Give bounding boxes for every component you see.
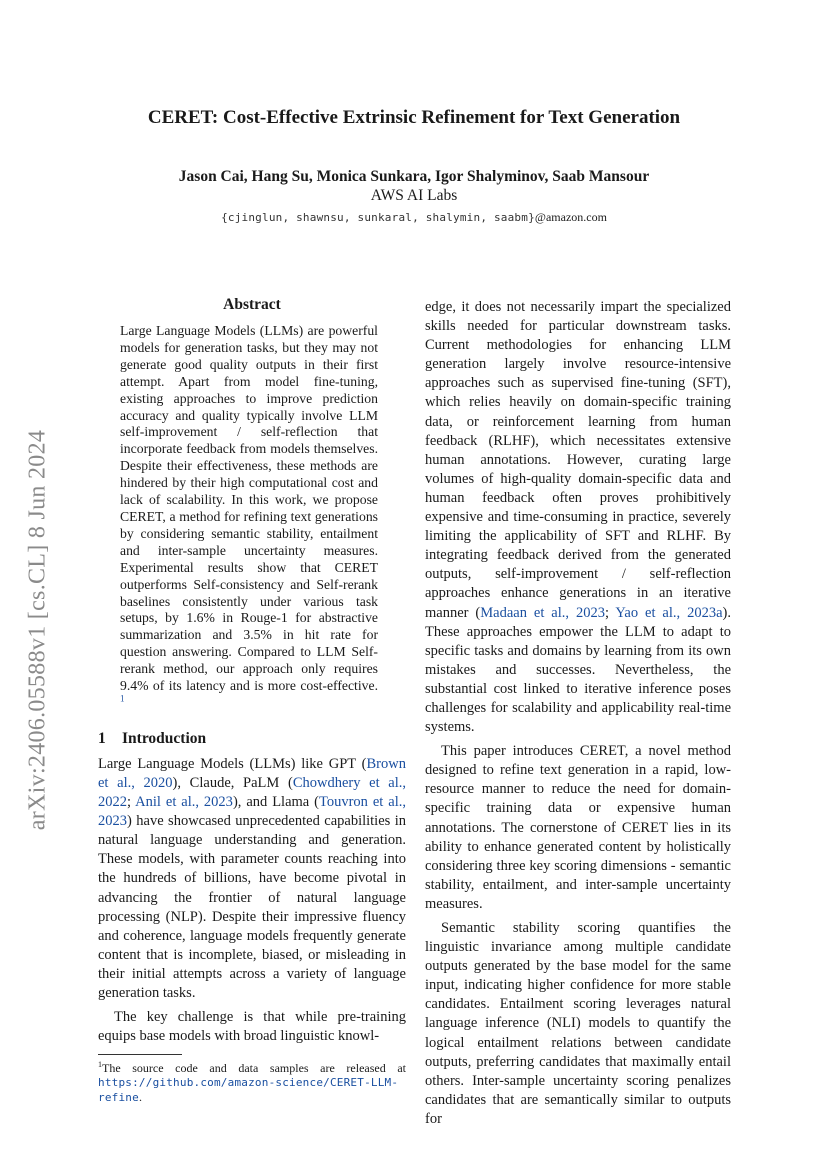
- citation-anil[interactable]: Anil et al., 2023: [135, 794, 233, 811]
- arxiv-identifier-stamp: [8, 300, 68, 960]
- affiliation: AWS AI Labs: [370, 187, 458, 204]
- footnote-1: [98, 1061, 406, 1105]
- right-column: [425, 298, 731, 1129]
- section-number: 1: [98, 729, 106, 747]
- abstract-text: Large Language Models (LLMs) are powerful models for generation tasks, but they may not generate good quality outputs in their first attempt. Apart from model fine-tuning, existing approaches to improve prediction accuracy and quality typically involve LLM self-improvement / self-reflection that incorporate feedback from models themselves. Despite their effectiveness, these methods are hindered by their high computational cost and lack of scalability. In this work, we propose CERET, a method for refining text generations by considering semantic stability, entailment and inter-sample uncertainty measures. Experimental results show that CERET outperforms Self-consistency and Self-rerank baselines consistently under various task setups, by 1.6% in Rouge-1 for abstractive summarization and 3.5% in hit rate for question answering. Compared to LLM Self-rerank method, our approach only requires 9.4% of its latency and is more cost-effective.: [120, 323, 378, 694]
- text-run: ;: [604, 604, 616, 621]
- text-run: ), Claude, PaLM (: [172, 774, 293, 791]
- section-heading-introduction: [98, 730, 406, 748]
- text-run: ) have showcased unprecedented capabilities in natural language understanding and generation. These models, with parameter counts reaching into the hundreds of billions, have become pivotal in advancing the frontier of natural language processing (NLP). Despite their impressive fluency and coherence, language models frequently generate content that is incomplete, biased, or misleading in their initial attempts across a variety of language generation tasks.: [98, 813, 406, 1001]
- intro-paragraph-4: Semantic stability scoring quantifies the linguistic invariance among multiple candidate outputs generated by the base model for the same input, indicating higher confidence for more stable candidates. Entailment scoring leverages natural language inference (NLI) models to quantify the logical entailment relations between candidate outputs, preferring candidates that maximally entail others. Inter-sample uncertainty scoring penalizes candidates that are semantically similar to outputs for: [425, 920, 731, 1127]
- email-domain: @amazon.com: [534, 210, 607, 224]
- text-run: edge, it does not necessarily impart the specialized skills needed for particular downstream tasks. Current methodologies for enhancing LLM generation largely involve resource-intensive approaches such as supervised fine-tuning (SFT), which relies heavily on domain-specific training data, or reinforcement learning from human feedback (RLHF), which necessitates extensive human annotations. However, curating large volumes of high-quality domain-specific data and human feedback often proves prohibitively expensive and time-consuming in practice, severely limiting the applicability of SFT and RLHF. By integrating feedback derived from the generated outputs, self-improvement / self-reflection approaches enhance generations in an iterative manner (: [425, 299, 731, 621]
- section-title: Introduction: [122, 729, 207, 747]
- left-column: [98, 296, 406, 1105]
- citation-madaan[interactable]: Madaan et al., 2023: [480, 604, 605, 621]
- abstract-heading: Abstract: [223, 296, 281, 313]
- author-emails: [60, 210, 768, 225]
- citation-chowdhery[interactable]: Chowdhery et al., 2022: [98, 774, 407, 811]
- footnote-divider: [98, 1054, 182, 1055]
- intro-paragraph-2-start: The key challenge is that while pre-training equips base models with broad linguistic knowl-: [98, 1009, 406, 1045]
- abstract-footnote-link[interactable]: 1: [120, 693, 125, 704]
- abstract-body: [120, 323, 378, 712]
- citation-yao[interactable]: Yao et al., 2023a: [615, 604, 723, 621]
- intro-paragraph-2-continued: [425, 298, 731, 737]
- intro-paragraph-1: [98, 755, 406, 1003]
- footnote-url-link[interactable]: https://github.com/amazon-science/CERET-LLM-refine: [98, 1076, 399, 1105]
- arxiv-identifier-text: arXiv:2406.05588v1 [cs.CL] 8 Jun 2024: [24, 429, 51, 831]
- text-run: ). These approaches empower the LLM to adapt to specific tasks and domains by learning from its own mistakes and successes. Nevertheless, the substantial cost linked to iterative inference poses challenges for scalability and applicability real-time systems.: [425, 604, 731, 736]
- citation-touvron[interactable]: Touvron et al., 2023: [98, 794, 406, 830]
- citation-brown[interactable]: Brown et al., 2020: [98, 755, 406, 791]
- text-run: Large Language Models (LLMs) like GPT (: [98, 755, 367, 772]
- intro-paragraph-3: This paper introduces CERET, a novel method designed to refine text generation in a rapid, low-resource manner to reduce the need for domain-specific training data or expensive human annotations. The cornerstone of CERET lies in its ability to enhance generated content by holistically considering three key scoring dimensions - semantic stability, entailment, and inter-sample uncertainty measures.: [425, 743, 731, 912]
- author-list: Jason Cai, Hang Su, Monica Sunkara, Igor Shalyminov, Saab Mansour: [178, 168, 650, 185]
- footnote-end: .: [138, 1090, 142, 1105]
- text-run: ), and Llama (: [232, 794, 319, 811]
- text-run: ;: [127, 794, 136, 811]
- email-handles: {cjinglun, shawnsu, sunkaral, shalymin, saabm}: [221, 211, 535, 224]
- paper-title: CERET: Cost-Effective Extrinsic Refinement for Text Generation: [147, 107, 681, 128]
- footnote-text: The source code and data samples are released at: [102, 1061, 406, 1076]
- footnote-mark: 1: [98, 1060, 102, 1070]
